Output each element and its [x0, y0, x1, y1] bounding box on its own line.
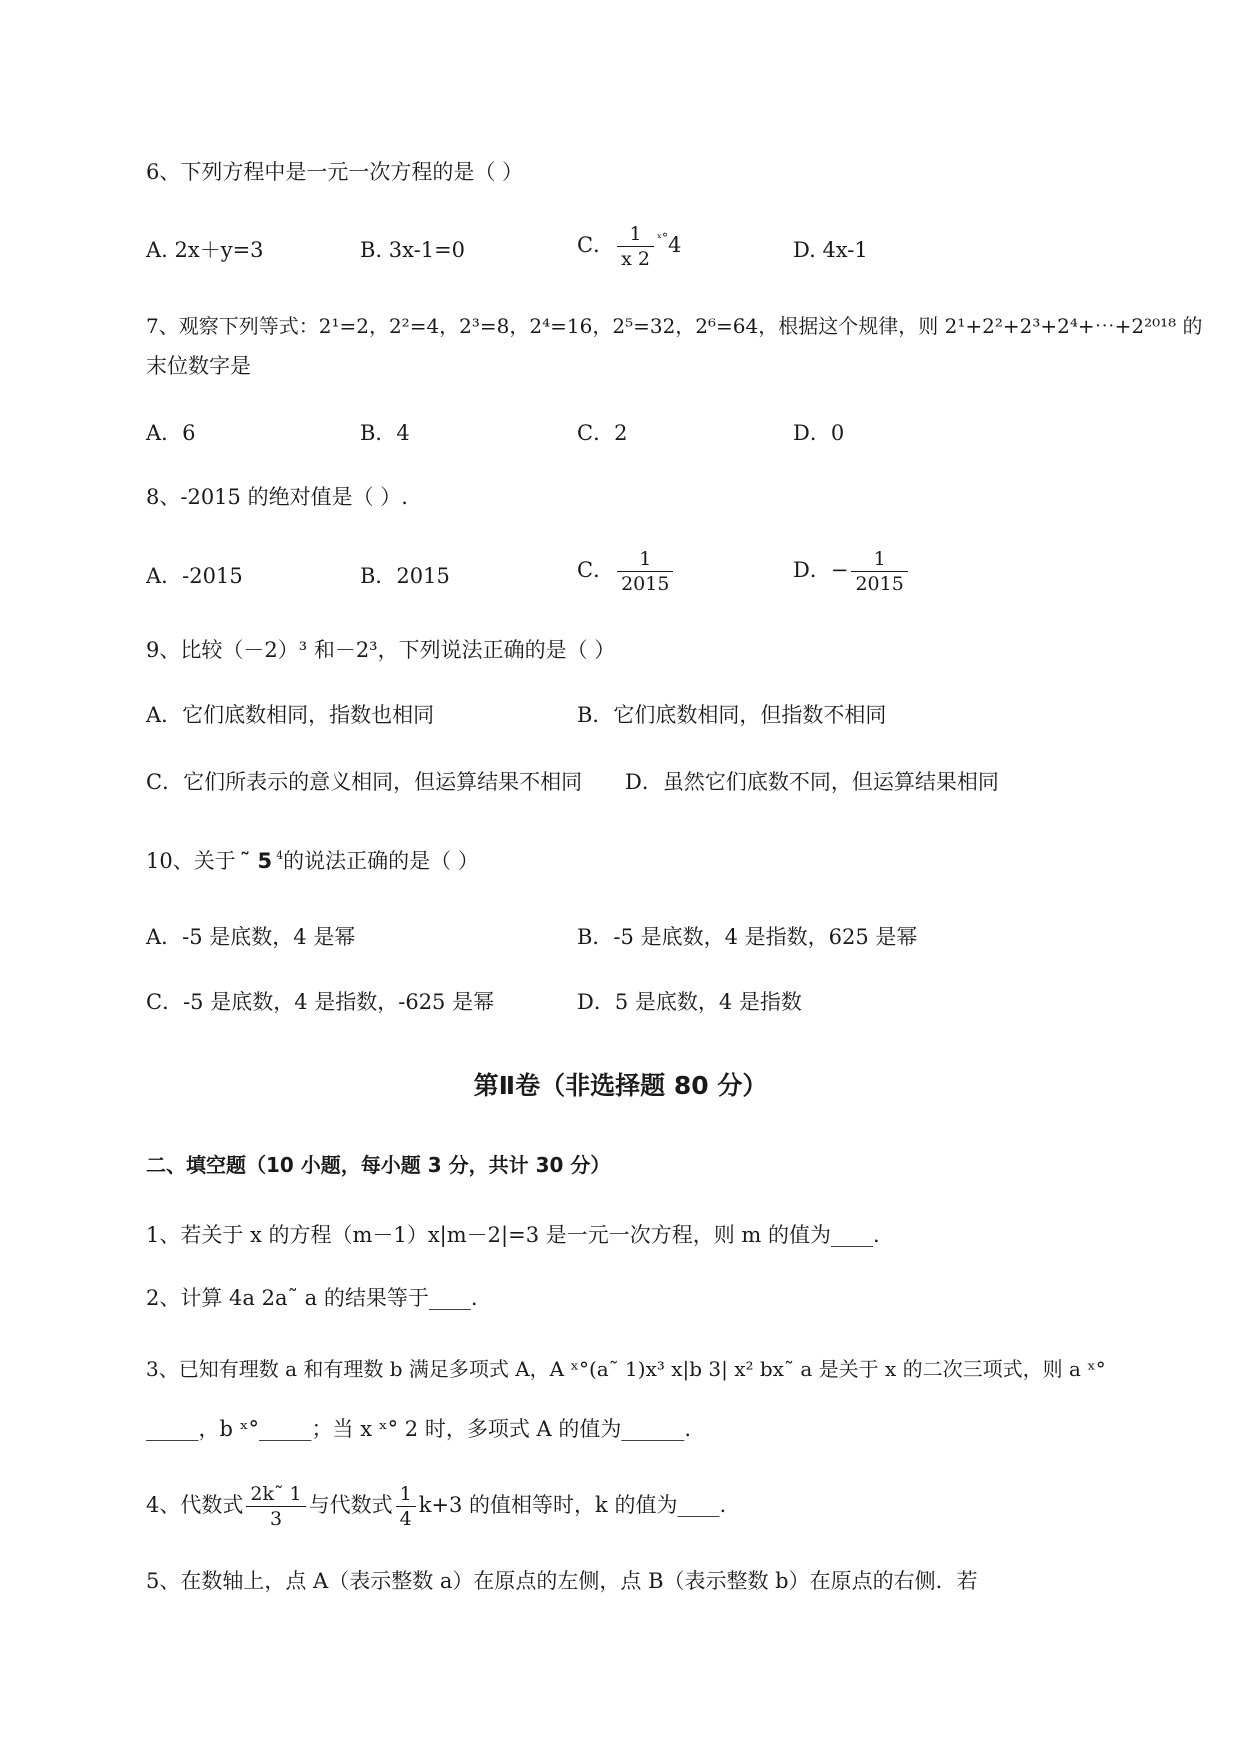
q8-option-d-numerator: 1	[873, 548, 886, 570]
q6-option-a: A. 2x＋y=3	[146, 238, 264, 262]
fill-q4-fraction-1-numerator: 2k˜ 1	[250, 1483, 302, 1505]
fill-q1: 1、若关于 x 的方程（m－1）x|m－2|=3 是一元一次方程，则 m 的值为____.	[146, 1223, 880, 1247]
q6-option-b: B. 3x-1=0	[360, 238, 466, 262]
q8-option-d-label: D．−	[793, 558, 849, 582]
fill-q4-suffix: k+3 的值相等时，k 的值为____.	[418, 1493, 727, 1517]
q7-option-b: B．4	[360, 421, 410, 445]
q7-option-a: A．6	[146, 421, 196, 445]
section-subtitle: 二、填空题（10 小题，每小题 3 分，共计 30 分）	[146, 1153, 611, 1177]
fill-q4-fraction-2	[396, 1482, 416, 1531]
fill-q4-prefix: 4、代数式	[146, 1493, 244, 1517]
fill-q4-middle: 与代数式	[308, 1493, 393, 1517]
q7-stem: 7、观察下列等式：2¹=2，2²=4，2³=8，2⁴=16，2⁵=32，2⁶=64，根据这个规律，则 2¹+2²+2³+2⁴+⋯+2²⁰¹⁸ 的	[146, 314, 1203, 338]
q10-stem	[146, 846, 479, 876]
fill-q3-line2: _____，b ˣ°_____；当 x ˣ° 2 时，多项式 A 的值为______.	[146, 1417, 692, 1441]
q7-stem-line2: 末位数字是	[146, 354, 251, 378]
fill-q4-fraction-1	[246, 1482, 305, 1531]
q6-option-c-numerator: 1	[629, 223, 642, 245]
fill-q4-fraction-1-denominator: 3	[246, 1506, 305, 1531]
fill-q5: 5、在数轴上，点 A（表示整数 a）在原点的左侧，点 B（表示整数 b）在原点的右侧．若	[146, 1569, 978, 1593]
q8-option-d	[793, 547, 911, 596]
q6-option-c-denominator: x 2	[617, 246, 654, 271]
q8-option-d-denominator: 2015	[851, 571, 907, 596]
fill-q4-fraction-2-numerator: 1	[399, 1483, 412, 1505]
fill-q4-fraction-2-denominator: 4	[396, 1506, 416, 1531]
q6-option-c-tail: 4	[668, 233, 682, 257]
q9-option-a: A．它们底数相同，指数也相同	[146, 703, 435, 727]
q9-option-c: C．它们所表示的意义相同，但运算结果不相同	[146, 770, 583, 794]
q8-option-c-label: C．	[577, 558, 615, 582]
q10-option-c: C．-5 是底数，4 是指数，-625 是幂	[146, 990, 495, 1014]
q6-option-d: D. 4x-1	[793, 238, 868, 262]
q10-stem-suffix: 的说法正确的是（ ）	[283, 849, 479, 873]
q8-option-c-numerator: 1	[639, 548, 652, 570]
q8-option-c	[577, 547, 676, 596]
q6-option-c: C． $\frac{1}{x 2}$ $^{ˣ^\circ}$4	[577, 223, 682, 270]
fill-q3-line1: 3、已知有理数 a 和有理数 b 满足多项式 A，A ˣ°(a˜ 1)x³ x|b 3| x² bx˜ a 是关于 x 的二次三项式，则 a ˣ°	[146, 1357, 1106, 1381]
q9-stem: 9、比较（－2）³ 和－2³，下列说法正确的是（ ）	[146, 638, 616, 662]
q8-stem: 8、-2015 的绝对值是（ ）.	[146, 485, 408, 509]
q8-option-c-fraction	[617, 547, 673, 596]
q7-option-d: D．0	[793, 421, 845, 445]
q8-option-b: B．2015	[360, 564, 450, 588]
q10-option-a: A．-5 是底数，4 是幂	[146, 925, 356, 949]
q6-stem: 6、下列方程中是一元一次方程的是（ ）	[146, 160, 524, 184]
q10-option-d: D．5 是底数，4 是指数	[577, 990, 802, 1014]
q6-option-c-label: C．	[577, 233, 615, 257]
q10-option-b: B．-5 是底数，4 是指数，625 是幂	[577, 925, 918, 949]
fill-q4	[146, 1482, 726, 1531]
fill-q2: 2、计算 4a 2a˜ a 的结果等于____.	[146, 1286, 478, 1310]
q7-option-c: C．2	[577, 421, 628, 445]
q10-expression: ˜ 5	[239, 849, 273, 873]
q9-option-d: D．虽然它们底数不同，但运算结果相同	[625, 770, 999, 794]
q8-option-d-fraction	[851, 547, 907, 596]
q8-option-c-denominator: 2015	[617, 571, 673, 596]
q9-option-b: B．它们底数相同，但指数不相同	[577, 703, 887, 727]
section-title: 第Ⅱ卷（非选择题 80 分）	[473, 1071, 768, 1100]
q6-option-c-fraction	[617, 222, 654, 271]
q8-option-a: A．-2015	[146, 564, 243, 588]
q10-stem-prefix: 10、关于	[146, 849, 236, 873]
q10-exponent: 4	[276, 849, 284, 862]
